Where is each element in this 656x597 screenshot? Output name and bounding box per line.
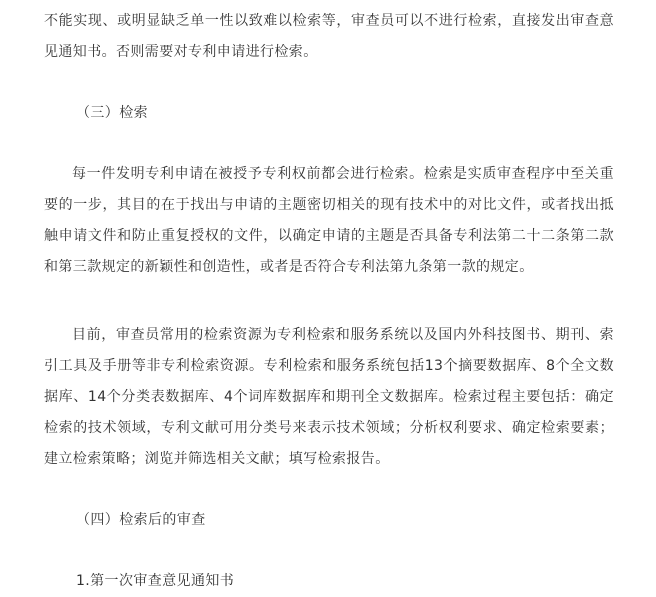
section-3-heading: （三）检索: [76, 105, 148, 121]
section-3-paragraph: 每一件发明专利申请在被授予专利权前都会进行检索。检索是实质审查程序中至关重要的一步，其目的在于找出与申请的主题密切相关的现有技术中的对比文件，或者找出抵触申请文件和防止重复授权的文件，以确定申请的主题是否具备专利法第二十二条第二款和第三款规定的新颖性和创造性，或者是否符合专利法第九条第一款的规定。: [44, 166, 614, 275]
intro-paragraph: 不能实现、或明显缺乏单一性以致难以检索等，审查员可以不进行检索，直接发出审查意见通知书。否则需要对专利申请进行检索。: [44, 13, 614, 60]
section-4-heading: （四）检索后的审查: [76, 512, 206, 528]
subsection-1-heading: 1.第一次审查意见通知书: [76, 573, 235, 589]
resources-paragraph: 目前，审查员常用的检索资源为专利检索和服务系统以及国内外科技图书、期刊、索引工具及手册等非专利检索资源。专利检索和服务系统包括13个摘要数据库、8个全文数据库、14个分类表数据库、4个词库数据库和期刊全文数据库。检索过程主要包括：确定检索的技术领域，专利文献可用分类号来表示技术领域；分析权利要求、确定检索要素；建立检索策略；浏览并筛选相关文献；填写检索报告。: [44, 327, 614, 467]
article-body: [44, 6, 614, 597]
